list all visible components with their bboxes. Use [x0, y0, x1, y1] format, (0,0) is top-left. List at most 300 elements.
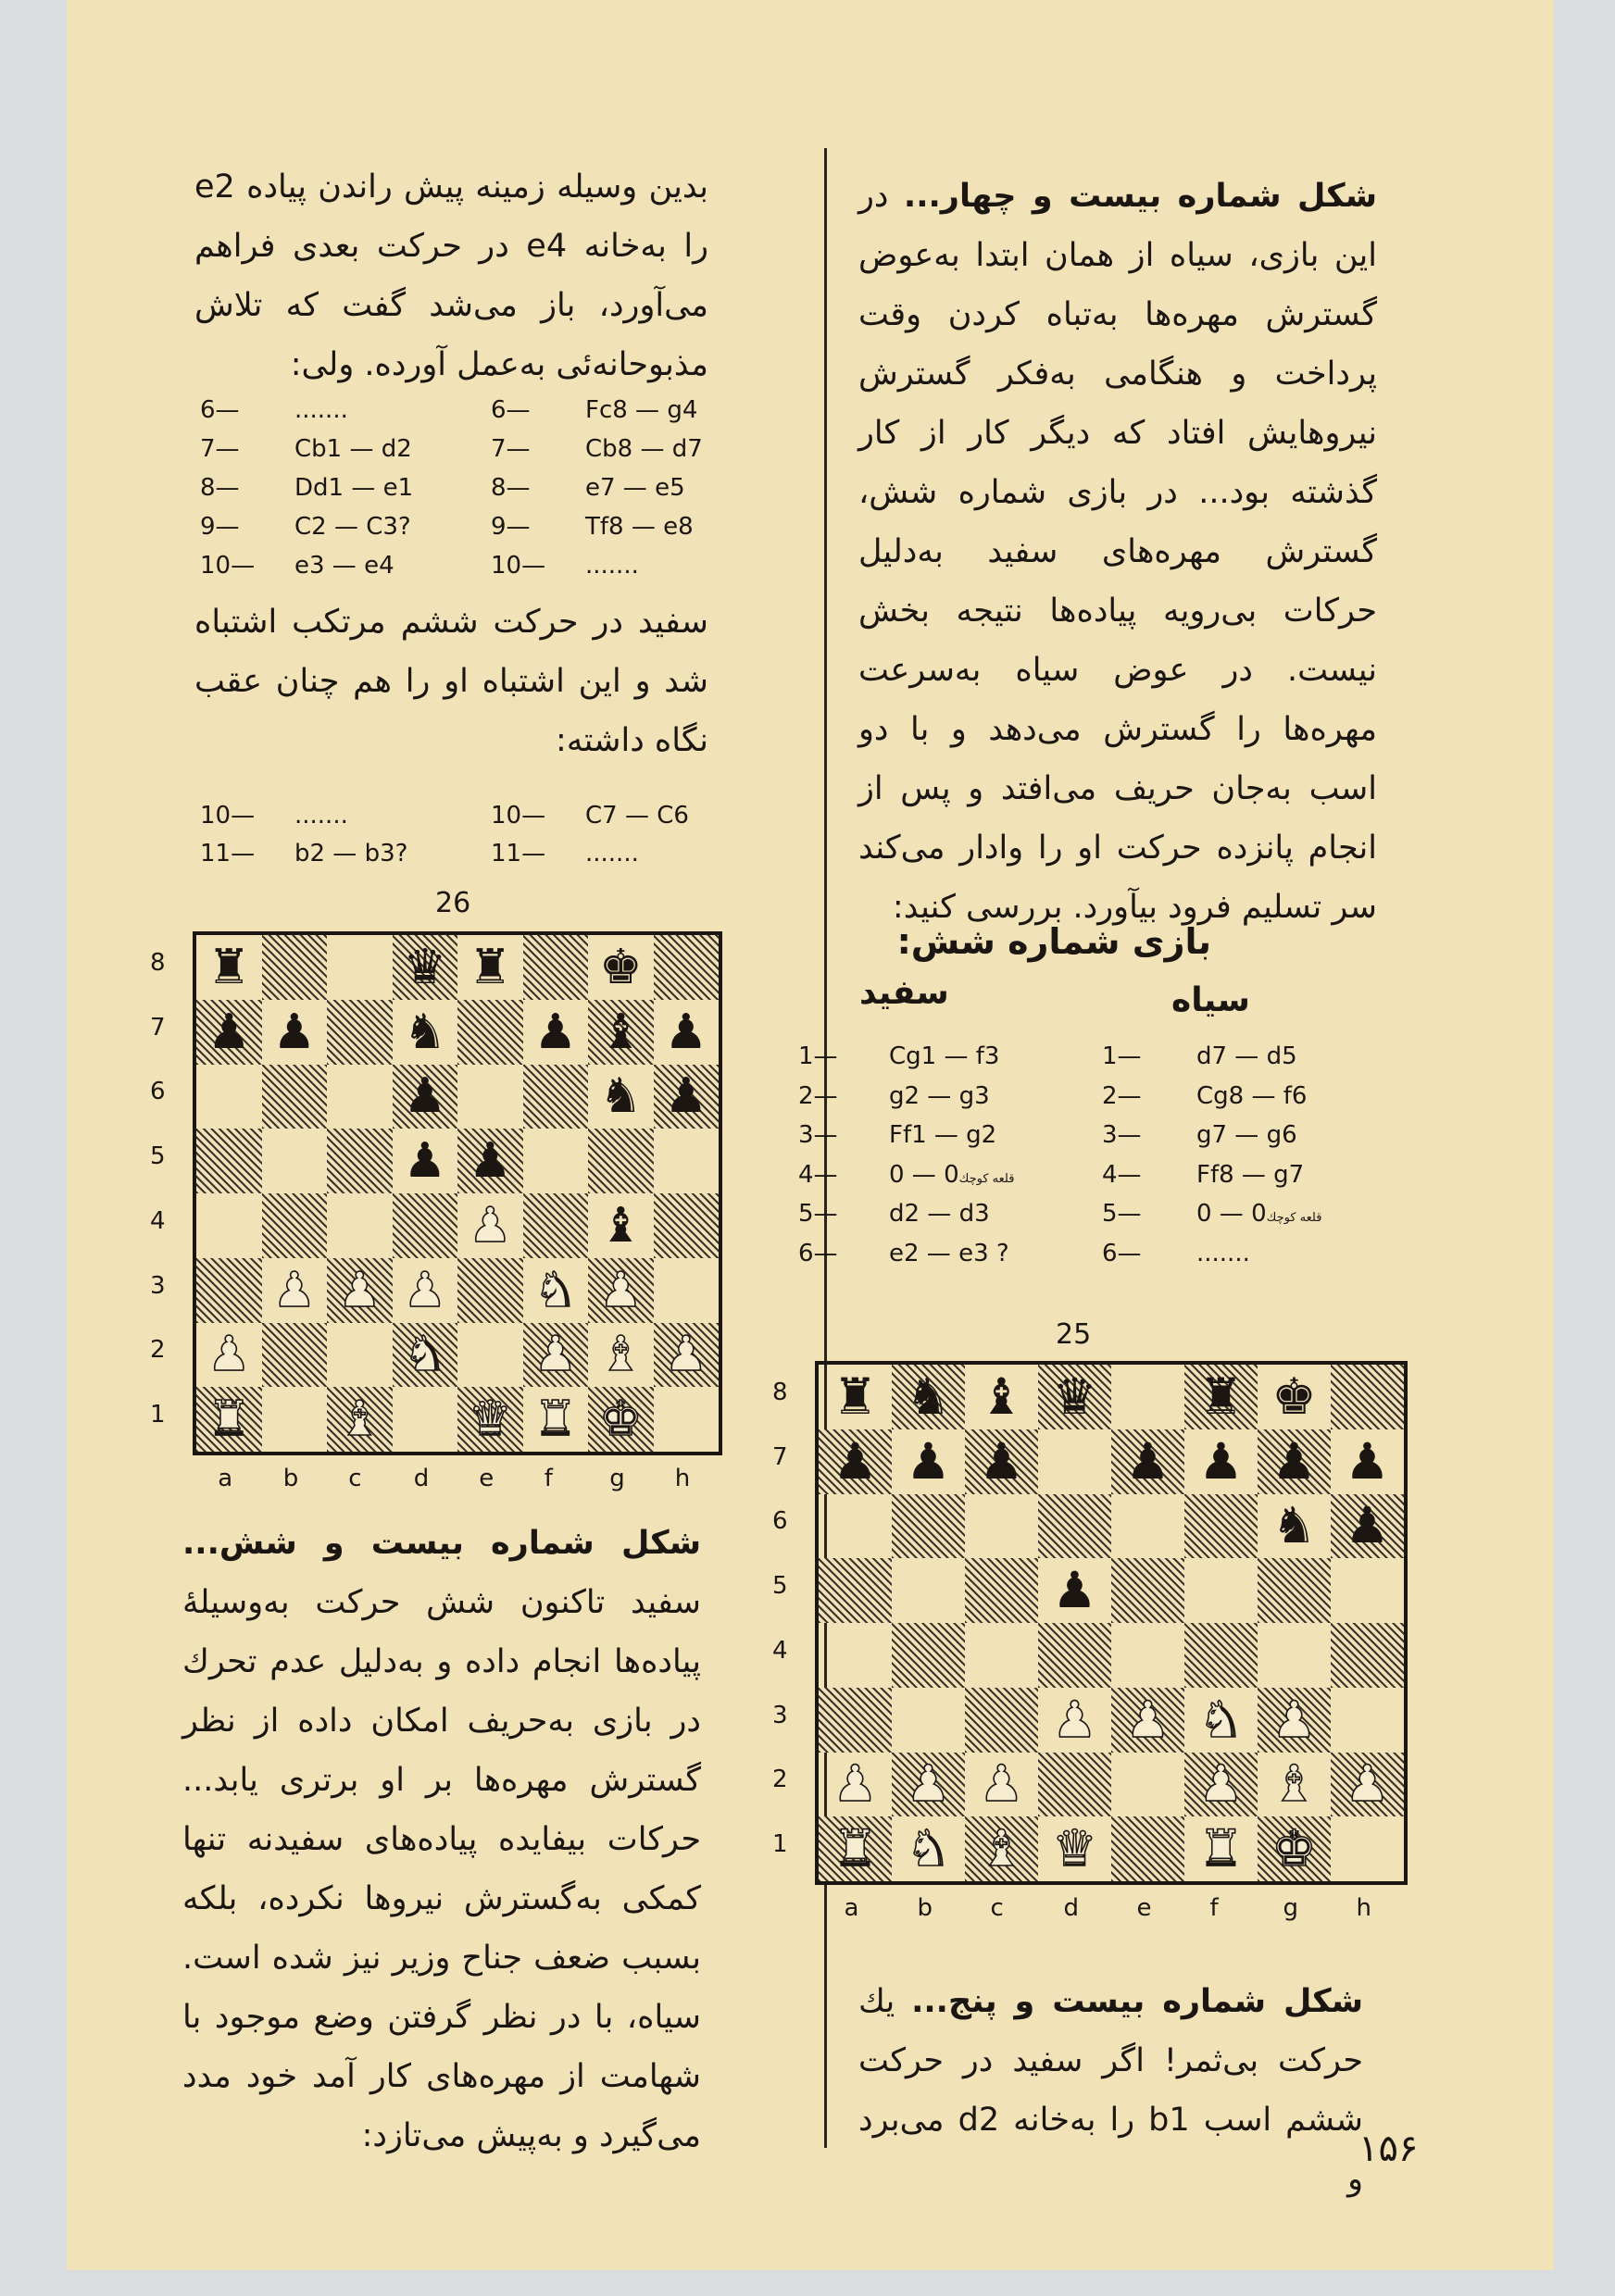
file-label: d [1063, 1894, 1080, 1922]
square-c5 [327, 1129, 393, 1193]
square-a2 [819, 1753, 892, 1817]
square-f2 [1184, 1753, 1258, 1817]
square-b8 [892, 1365, 965, 1429]
black-pawn-icon: ♟ [403, 1068, 447, 1125]
square-d4 [1038, 1623, 1111, 1688]
column-header-white: سفید [859, 974, 949, 1012]
move-black: g7 — g6 [1196, 1121, 1297, 1149]
file-label: d [413, 1465, 430, 1492]
square-c3 [327, 1258, 393, 1323]
rank-label: 5 [150, 1142, 166, 1171]
square-b7 [892, 1429, 965, 1494]
square-f1 [523, 1387, 589, 1452]
rank-label: 7 [772, 1442, 788, 1471]
black-pawn-icon: ♟ [1345, 1431, 1390, 1491]
square-a5 [196, 1129, 262, 1193]
move-white: Cg1 — f3 [889, 1042, 1000, 1070]
square-g7 [588, 1000, 654, 1065]
rank-label: 4 [150, 1206, 166, 1235]
rank-label: 3 [150, 1271, 166, 1300]
square-h5 [1331, 1558, 1404, 1623]
column-header-black: سیاه [1171, 981, 1250, 1019]
square-h1 [1331, 1816, 1404, 1881]
move-black: Fc8 — g4 [585, 396, 698, 424]
game-6-title: بازی شماره شش: [896, 921, 1211, 962]
square-b1 [262, 1387, 328, 1452]
square-d5 [1038, 1558, 1111, 1623]
figure-25-number: 25 [1056, 1318, 1092, 1351]
square-f7 [1184, 1429, 1258, 1494]
square-c1 [965, 1816, 1038, 1881]
square-f8 [523, 935, 589, 1000]
square-d1 [393, 1387, 458, 1452]
square-e1 [457, 1387, 523, 1452]
square-a6 [819, 1494, 892, 1559]
move-number-black: 4— [1102, 1160, 1142, 1189]
move-number-black: 8— [491, 474, 531, 502]
rank-label: 8 [772, 1378, 788, 1406]
book-page [67, 0, 1554, 2270]
square-f6 [523, 1065, 589, 1129]
move-white: ....... [294, 802, 348, 830]
white-knight-icon: ♞ [1198, 1690, 1244, 1749]
square-d2 [393, 1323, 458, 1388]
black-knight-icon: ♞ [598, 1068, 643, 1125]
figure-25-heading: شکل شماره بیست و پنج... [911, 1983, 1363, 2020]
black-king-icon: ♚ [1271, 1366, 1317, 1426]
chessboard-figure-26 [193, 931, 722, 1455]
white-bishop-icon: ♝ [1271, 1754, 1317, 1814]
square-a8 [196, 935, 262, 1000]
square-a3 [196, 1258, 262, 1323]
square-h5 [654, 1129, 720, 1193]
square-d8 [1038, 1365, 1111, 1429]
white-rook-icon: ♜ [833, 1819, 878, 1878]
rank-label: 6 [772, 1507, 788, 1536]
square-b8 [262, 935, 328, 1000]
square-f1 [1184, 1816, 1258, 1881]
white-bishop-icon: ♝ [979, 1819, 1024, 1878]
file-label: b [917, 1894, 933, 1922]
move-number-white: 1— [798, 1042, 838, 1070]
square-h4 [1331, 1623, 1404, 1688]
file-label: e [1136, 1894, 1152, 1922]
square-d8 [393, 935, 458, 1000]
square-a2 [196, 1323, 262, 1388]
square-e7 [1111, 1429, 1184, 1494]
castle-short-note: قلعه کوچك [1266, 1211, 1326, 1225]
figure-24-heading: شکل شماره بیست و چهار... [903, 178, 1377, 215]
square-a1 [819, 1816, 892, 1881]
white-pawn-icon: ♟ [468, 1197, 512, 1254]
square-h2 [1331, 1753, 1404, 1817]
square-d7 [1038, 1429, 1111, 1494]
black-rook-icon: ♜ [833, 1366, 878, 1426]
square-c3 [965, 1688, 1038, 1753]
move-number-black: 3— [1102, 1121, 1142, 1149]
move-number-white: 6— [200, 396, 240, 424]
rank-label: 7 [150, 1013, 166, 1042]
left-paragraph-2: سفید در حرکت ششم مرتکب اشتباه شد و این اشتباه او را هم چنان عقب نگاه داشته: [194, 604, 708, 759]
rank-label: 1 [150, 1401, 166, 1429]
move-number-black: 6— [1102, 1239, 1142, 1267]
square-d5 [393, 1129, 458, 1193]
square-g1 [1258, 1816, 1331, 1881]
black-bishop-icon: ♝ [598, 1004, 643, 1060]
rank-label: 6 [150, 1078, 166, 1106]
square-g3 [588, 1258, 654, 1323]
file-label: c [348, 1465, 362, 1492]
black-pawn-icon: ♟ [1198, 1431, 1244, 1491]
square-b4 [892, 1623, 965, 1688]
square-f4 [523, 1193, 589, 1258]
square-c4 [327, 1193, 393, 1258]
square-e8 [457, 935, 523, 1000]
right-paragraph-3 [858, 1972, 1363, 2209]
move-white: ....... [294, 396, 348, 424]
square-d2 [1038, 1753, 1111, 1817]
move-black: C7 — C6 [585, 802, 689, 830]
move-number-white: 3— [798, 1121, 838, 1149]
square-e4 [457, 1193, 523, 1258]
white-pawn-icon: ♟ [906, 1754, 951, 1814]
move-number-black: 11— [491, 840, 546, 867]
square-c8 [965, 1365, 1038, 1429]
black-pawn-icon: ♟ [664, 1004, 708, 1060]
board-grid [819, 1365, 1404, 1881]
square-e5 [1111, 1558, 1184, 1623]
square-b5 [892, 1558, 965, 1623]
move-white: g2 — g3 [889, 1081, 990, 1110]
move-black: 0 — 0 قلعه کوچك [1196, 1200, 1326, 1228]
rank-label: 3 [772, 1701, 788, 1729]
move-black: ....... [1196, 1239, 1250, 1267]
square-d1 [1038, 1816, 1111, 1881]
move-number-black: 2— [1102, 1081, 1142, 1110]
figure-24-text: در این بازی، سیاه از همان ابتدا به‌عوض گسترش مهره‌ها به‌تباه کردن وقت پرداخت و هنگامی به‌فکر گسترش نیروهایش افتاد که دیگر کار از کار گذشته بود... در بازی شماره شش، گسترش مهره‌های سفید به‌دلیل حرکات بی‌رویه پیاده‌ها نتیجه بخش نیست. در عوض سیاه به‌سرعت مهره‌ها را گسترش می‌دهد و با دو اسب به‌جان حریف می‌افتد و پس از انجام پانزده حرکت او را وادار می‌کند سر تسلیم فرود بیآورد. بررسی کنید: [858, 178, 1377, 926]
move-number-white: 10— [200, 802, 256, 830]
file-label: a [844, 1894, 859, 1922]
square-a5 [819, 1558, 892, 1623]
black-queen-icon: ♛ [403, 939, 447, 995]
square-g5 [588, 1129, 654, 1193]
move-black: Ff8 — g7 [1196, 1160, 1305, 1189]
square-a4 [196, 1193, 262, 1258]
move-number-white: 4— [798, 1160, 838, 1189]
square-g3 [1258, 1688, 1331, 1753]
white-rook-icon: ♜ [1198, 1819, 1244, 1878]
white-pawn-icon: ♟ [979, 1754, 1024, 1814]
file-label: h [1356, 1894, 1371, 1922]
white-pawn-icon: ♟ [1198, 1754, 1244, 1814]
black-pawn-icon: ♟ [533, 1004, 578, 1060]
move-number-white: 9— [200, 513, 240, 541]
left-paragraph-3 [182, 1514, 701, 2165]
black-bishop-icon: ♝ [979, 1366, 1024, 1426]
white-pawn-icon: ♟ [1052, 1690, 1097, 1749]
move-number-black: 6— [491, 396, 531, 424]
square-h1 [654, 1387, 720, 1452]
page-number: ۱۵۶ [1358, 2128, 1419, 2170]
square-f5 [1184, 1558, 1258, 1623]
square-c1 [327, 1387, 393, 1452]
move-white: Ff1 — g2 [889, 1121, 997, 1149]
square-a6 [196, 1065, 262, 1129]
white-pawn-icon: ♟ [598, 1262, 643, 1318]
square-e2 [457, 1323, 523, 1388]
move-number-white: 2— [798, 1081, 838, 1110]
white-knight-icon: ♞ [906, 1819, 951, 1878]
white-pawn-icon: ♟ [1345, 1754, 1390, 1814]
white-pawn-icon: ♟ [533, 1327, 578, 1383]
move-number-black: 1— [1102, 1042, 1142, 1070]
square-c7 [965, 1429, 1038, 1494]
move-number-white: 11— [200, 840, 256, 867]
move-black: e7 — e5 [585, 474, 685, 502]
square-e7 [457, 1000, 523, 1065]
black-pawn-icon: ♟ [272, 1004, 317, 1060]
black-pawn-icon: ♟ [1271, 1431, 1317, 1491]
black-pawn-icon: ♟ [664, 1068, 708, 1125]
square-g6 [1258, 1494, 1331, 1559]
move-white: Cb1 — d2 [294, 435, 412, 463]
square-b2 [262, 1323, 328, 1388]
square-h6 [1331, 1494, 1404, 1559]
black-rook-icon: ♜ [1198, 1366, 1244, 1426]
square-d3 [393, 1258, 458, 1323]
square-h2 [654, 1323, 720, 1388]
rank-label: 8 [150, 948, 166, 977]
square-e6 [1111, 1494, 1184, 1559]
square-e2 [1111, 1753, 1184, 1817]
square-d6 [393, 1065, 458, 1129]
square-b6 [262, 1065, 328, 1129]
square-h8 [654, 935, 720, 1000]
square-b5 [262, 1129, 328, 1193]
move-number-white: 6— [798, 1239, 838, 1267]
rank-label: 5 [772, 1572, 788, 1601]
square-e5 [457, 1129, 523, 1193]
square-f8 [1184, 1365, 1258, 1429]
white-knight-icon: ♞ [533, 1262, 578, 1318]
file-label: c [990, 1894, 1004, 1922]
move-number-black: 10— [491, 802, 546, 830]
black-rook-icon: ♜ [468, 939, 512, 995]
square-e8 [1111, 1365, 1184, 1429]
file-label: b [282, 1465, 299, 1492]
rank-label: 1 [772, 1830, 788, 1859]
square-f2 [523, 1323, 589, 1388]
square-e1 [1111, 1816, 1184, 1881]
move-white: 0 — 0 قلعه کوچك [889, 1160, 1019, 1189]
rank-label: 2 [150, 1336, 166, 1365]
square-g6 [588, 1065, 654, 1129]
black-king-icon: ♚ [598, 939, 643, 995]
move-number-black: 9— [491, 513, 531, 541]
move-white: d2 — d3 [889, 1200, 990, 1228]
figure-26-text: سفید تاکنون شش حرکت به‌وسیلهٔ پیاده‌ها انجام داده و به‌دلیل عدم تحرك در بازی به‌حریف امکان داده از نظر گسترش مهره‌ها بر او برتری یابد... حرکات بیفایده پیاده‌های سفیدنه تنها کمکی به‌گسترش نیروها نکرده، بلکه بسبب ضعف جناح وزیر نیز شده است. سیاه، با در نظر گرفتن وضع موجود با شهامت از مهره‌های کار آمد خود مدد می‌گیرد و به‌پیش می‌تازد: [182, 1584, 701, 2154]
black-pawn-icon: ♟ [207, 1004, 251, 1060]
square-f3 [1184, 1688, 1258, 1753]
square-h4 [654, 1193, 720, 1258]
black-pawn-icon: ♟ [403, 1133, 447, 1190]
figure-26-heading: شکل شماره بیست و شش... [182, 1525, 701, 1562]
white-pawn-icon: ♟ [1271, 1690, 1317, 1749]
move-black: ....... [585, 552, 639, 580]
black-pawn-icon: ♟ [833, 1431, 878, 1491]
white-pawn-icon: ♟ [833, 1754, 878, 1814]
move-black: d7 — d5 [1196, 1042, 1297, 1070]
move-number-white: 5— [798, 1200, 838, 1228]
black-bishop-icon: ♝ [598, 1197, 643, 1254]
square-c4 [965, 1623, 1038, 1688]
black-pawn-icon: ♟ [906, 1431, 951, 1491]
square-a1 [196, 1387, 262, 1452]
move-number-white: 7— [200, 435, 240, 463]
square-d7 [393, 1000, 458, 1065]
white-bishop-icon: ♝ [598, 1327, 643, 1383]
square-g7 [1258, 1429, 1331, 1494]
square-b7 [262, 1000, 328, 1065]
square-e3 [457, 1258, 523, 1323]
square-h8 [1331, 1365, 1404, 1429]
square-a7 [196, 1000, 262, 1065]
square-b3 [262, 1258, 328, 1323]
move-white: Dd1 — e1 [294, 474, 414, 502]
black-knight-icon: ♞ [906, 1366, 951, 1426]
white-rook-icon: ♜ [533, 1391, 578, 1448]
square-b6 [892, 1494, 965, 1559]
move-number-white: 8— [200, 474, 240, 502]
square-f7 [523, 1000, 589, 1065]
black-pawn-icon: ♟ [468, 1133, 512, 1190]
black-pawn-icon: ♟ [1125, 1431, 1171, 1491]
move-black: Cb8 — d7 [585, 435, 703, 463]
white-queen-icon: ♛ [1052, 1819, 1097, 1878]
white-knight-icon: ♞ [403, 1327, 447, 1383]
square-c2 [327, 1323, 393, 1388]
square-f4 [1184, 1623, 1258, 1688]
black-pawn-icon: ♟ [1052, 1561, 1097, 1620]
square-g1 [588, 1387, 654, 1452]
file-label: h [674, 1465, 691, 1492]
move-white: e2 — e3 ? [889, 1239, 1009, 1267]
black-pawn-icon: ♟ [1345, 1496, 1390, 1555]
move-number-white: 10— [200, 552, 256, 580]
square-a8 [819, 1365, 892, 1429]
black-pawn-icon: ♟ [979, 1431, 1024, 1491]
move-white: b2 — b3? [294, 840, 408, 867]
square-c6 [965, 1494, 1038, 1559]
left-paragraph-1: بدین وسیله زمینه پیش راندن پیاده e2 را به‌خانه e4 در حرکت بعدی فراهم می‌آورد، باز می‌شد گفت که تلاش مذبوحانه‌ئی به‌عمل آورده. ولی: [194, 168, 708, 383]
file-label: f [544, 1465, 553, 1492]
square-h3 [654, 1258, 720, 1323]
white-rook-icon: ♜ [207, 1391, 251, 1448]
square-h7 [654, 1000, 720, 1065]
black-rook-icon: ♜ [207, 939, 251, 995]
move-black: Cg8 — f6 [1196, 1081, 1308, 1110]
square-b4 [262, 1193, 328, 1258]
file-label: g [609, 1465, 625, 1492]
square-g4 [588, 1193, 654, 1258]
white-pawn-icon: ♟ [337, 1262, 382, 1318]
square-e3 [1111, 1688, 1184, 1753]
square-e4 [1111, 1623, 1184, 1688]
square-f6 [1184, 1494, 1258, 1559]
square-a3 [819, 1688, 892, 1753]
right-paragraph-1 [858, 167, 1377, 937]
rank-label: 2 [772, 1766, 788, 1794]
move-white: C2 — C3? [294, 513, 411, 541]
square-f5 [523, 1129, 589, 1193]
black-knight-icon: ♞ [403, 1004, 447, 1060]
move-black: Tf8 — e8 [585, 513, 694, 541]
white-queen-icon: ♛ [468, 1391, 512, 1448]
file-label: f [1209, 1894, 1219, 1922]
square-g2 [1258, 1753, 1331, 1817]
black-knight-icon: ♞ [1271, 1496, 1317, 1555]
file-label: e [479, 1465, 495, 1492]
black-queen-icon: ♛ [1052, 1366, 1097, 1426]
rank-label: 4 [772, 1636, 788, 1665]
square-g8 [1258, 1365, 1331, 1429]
figure-26-number: 26 [435, 887, 471, 919]
square-c5 [965, 1558, 1038, 1623]
move-number-black: 5— [1102, 1200, 1142, 1228]
square-f3 [523, 1258, 589, 1323]
white-pawn-icon: ♟ [664, 1327, 708, 1383]
white-pawn-icon: ♟ [207, 1327, 251, 1383]
square-g8 [588, 935, 654, 1000]
white-pawn-icon: ♟ [272, 1262, 317, 1318]
white-pawn-icon: ♟ [1125, 1690, 1171, 1749]
figure-25-text: یك حرکت بی‌ثمر! اگر سفید در حرکت ششم اسب b1 را به‌خانه d2 می‌برد و [858, 1983, 1364, 2198]
move-black: ....... [585, 840, 639, 867]
square-c6 [327, 1065, 393, 1129]
white-king-icon: ♚ [598, 1391, 643, 1448]
square-g5 [1258, 1558, 1331, 1623]
square-h6 [654, 1065, 720, 1129]
move-number-black: 7— [491, 435, 531, 463]
square-b2 [892, 1753, 965, 1817]
square-g2 [588, 1323, 654, 1388]
square-e6 [457, 1065, 523, 1129]
white-bishop-icon: ♝ [337, 1391, 382, 1448]
square-b1 [892, 1816, 965, 1881]
square-h3 [1331, 1688, 1404, 1753]
square-a7 [819, 1429, 892, 1494]
white-pawn-icon: ♟ [403, 1262, 447, 1318]
board-grid [196, 935, 719, 1452]
square-h7 [1331, 1429, 1404, 1494]
move-number-black: 10— [491, 552, 546, 580]
square-g4 [1258, 1623, 1331, 1688]
move-white: e3 — e4 [294, 552, 394, 580]
file-label: a [218, 1465, 233, 1492]
square-c2 [965, 1753, 1038, 1817]
file-label: g [1283, 1894, 1299, 1922]
square-d3 [1038, 1688, 1111, 1753]
square-a4 [819, 1623, 892, 1688]
square-c8 [327, 935, 393, 1000]
chessboard-figure-25 [815, 1361, 1408, 1885]
square-b3 [892, 1688, 965, 1753]
castle-short-note: قلعه کوچك [958, 1171, 1019, 1186]
square-d6 [1038, 1494, 1111, 1559]
white-king-icon: ♚ [1271, 1819, 1317, 1878]
square-d4 [393, 1193, 458, 1258]
square-c7 [327, 1000, 393, 1065]
